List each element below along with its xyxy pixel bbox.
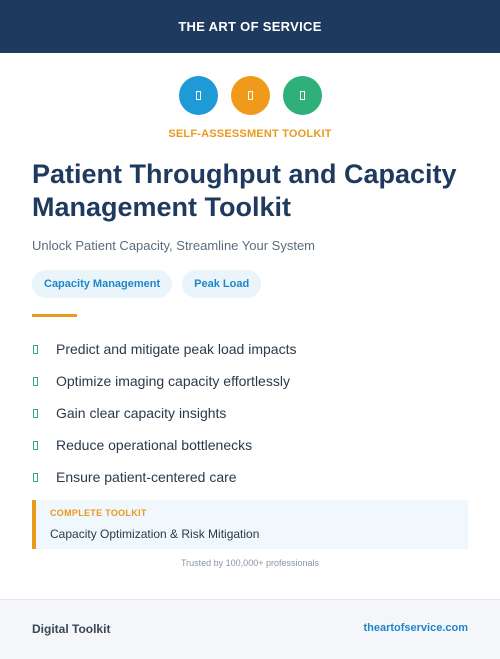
benefit-text: Gain clear capacity insights (56, 405, 227, 421)
benefit-item (32, 429, 296, 461)
benefit-item (32, 333, 296, 365)
benefit-text: Reduce operational bottlenecks (56, 437, 253, 453)
tag-capacity-management[interactable]: Capacity Management (32, 270, 172, 298)
square-icon (300, 91, 305, 100)
benefit-text: Predict and mitigate peak load impacts (56, 341, 297, 357)
benefit-text: Ensure patient-centered care (56, 469, 237, 485)
square-icon (196, 91, 201, 100)
trust-note: Trusted by 100,000+ professionals (180, 558, 319, 568)
check-icon (33, 473, 38, 482)
brand-name: THE ART OF SERVICE (178, 19, 322, 34)
check-icon (33, 441, 38, 450)
header-bar (0, 0, 500, 53)
benefit-list (32, 333, 296, 493)
icon-row (0, 76, 500, 115)
website-link[interactable]: theartofservice.com (363, 622, 468, 634)
benefit-text: Optimize imaging capacity effortlessly (56, 373, 290, 389)
callout-label: COMPLETE TOOLKIT (50, 508, 147, 518)
square-icon (248, 91, 253, 100)
page-title: Patient Throughput and Capacity Management Toolkit (32, 159, 457, 222)
toolkit-callout (32, 500, 468, 549)
page-subtitle: Unlock Patient Capacity, Streamline Your System (32, 238, 316, 253)
tag-peak-load[interactable]: Peak Load (182, 270, 261, 298)
circle-badge-orange (231, 76, 270, 115)
check-icon (33, 409, 38, 418)
benefit-item (32, 461, 296, 493)
circle-badge-blue (179, 76, 218, 115)
footer-label: Digital Toolkit (32, 622, 111, 636)
footer (0, 599, 500, 659)
check-icon (33, 377, 38, 386)
accent-divider (32, 314, 77, 317)
tag-list (32, 270, 261, 298)
callout-text: Capacity Optimization & Risk Mitigation (50, 527, 260, 541)
circle-badge-green (283, 76, 322, 115)
benefit-item (32, 397, 296, 429)
check-icon (33, 345, 38, 354)
kicker-label: SELF-ASSESSMENT TOOLKIT (168, 128, 332, 140)
benefit-item (32, 365, 296, 397)
